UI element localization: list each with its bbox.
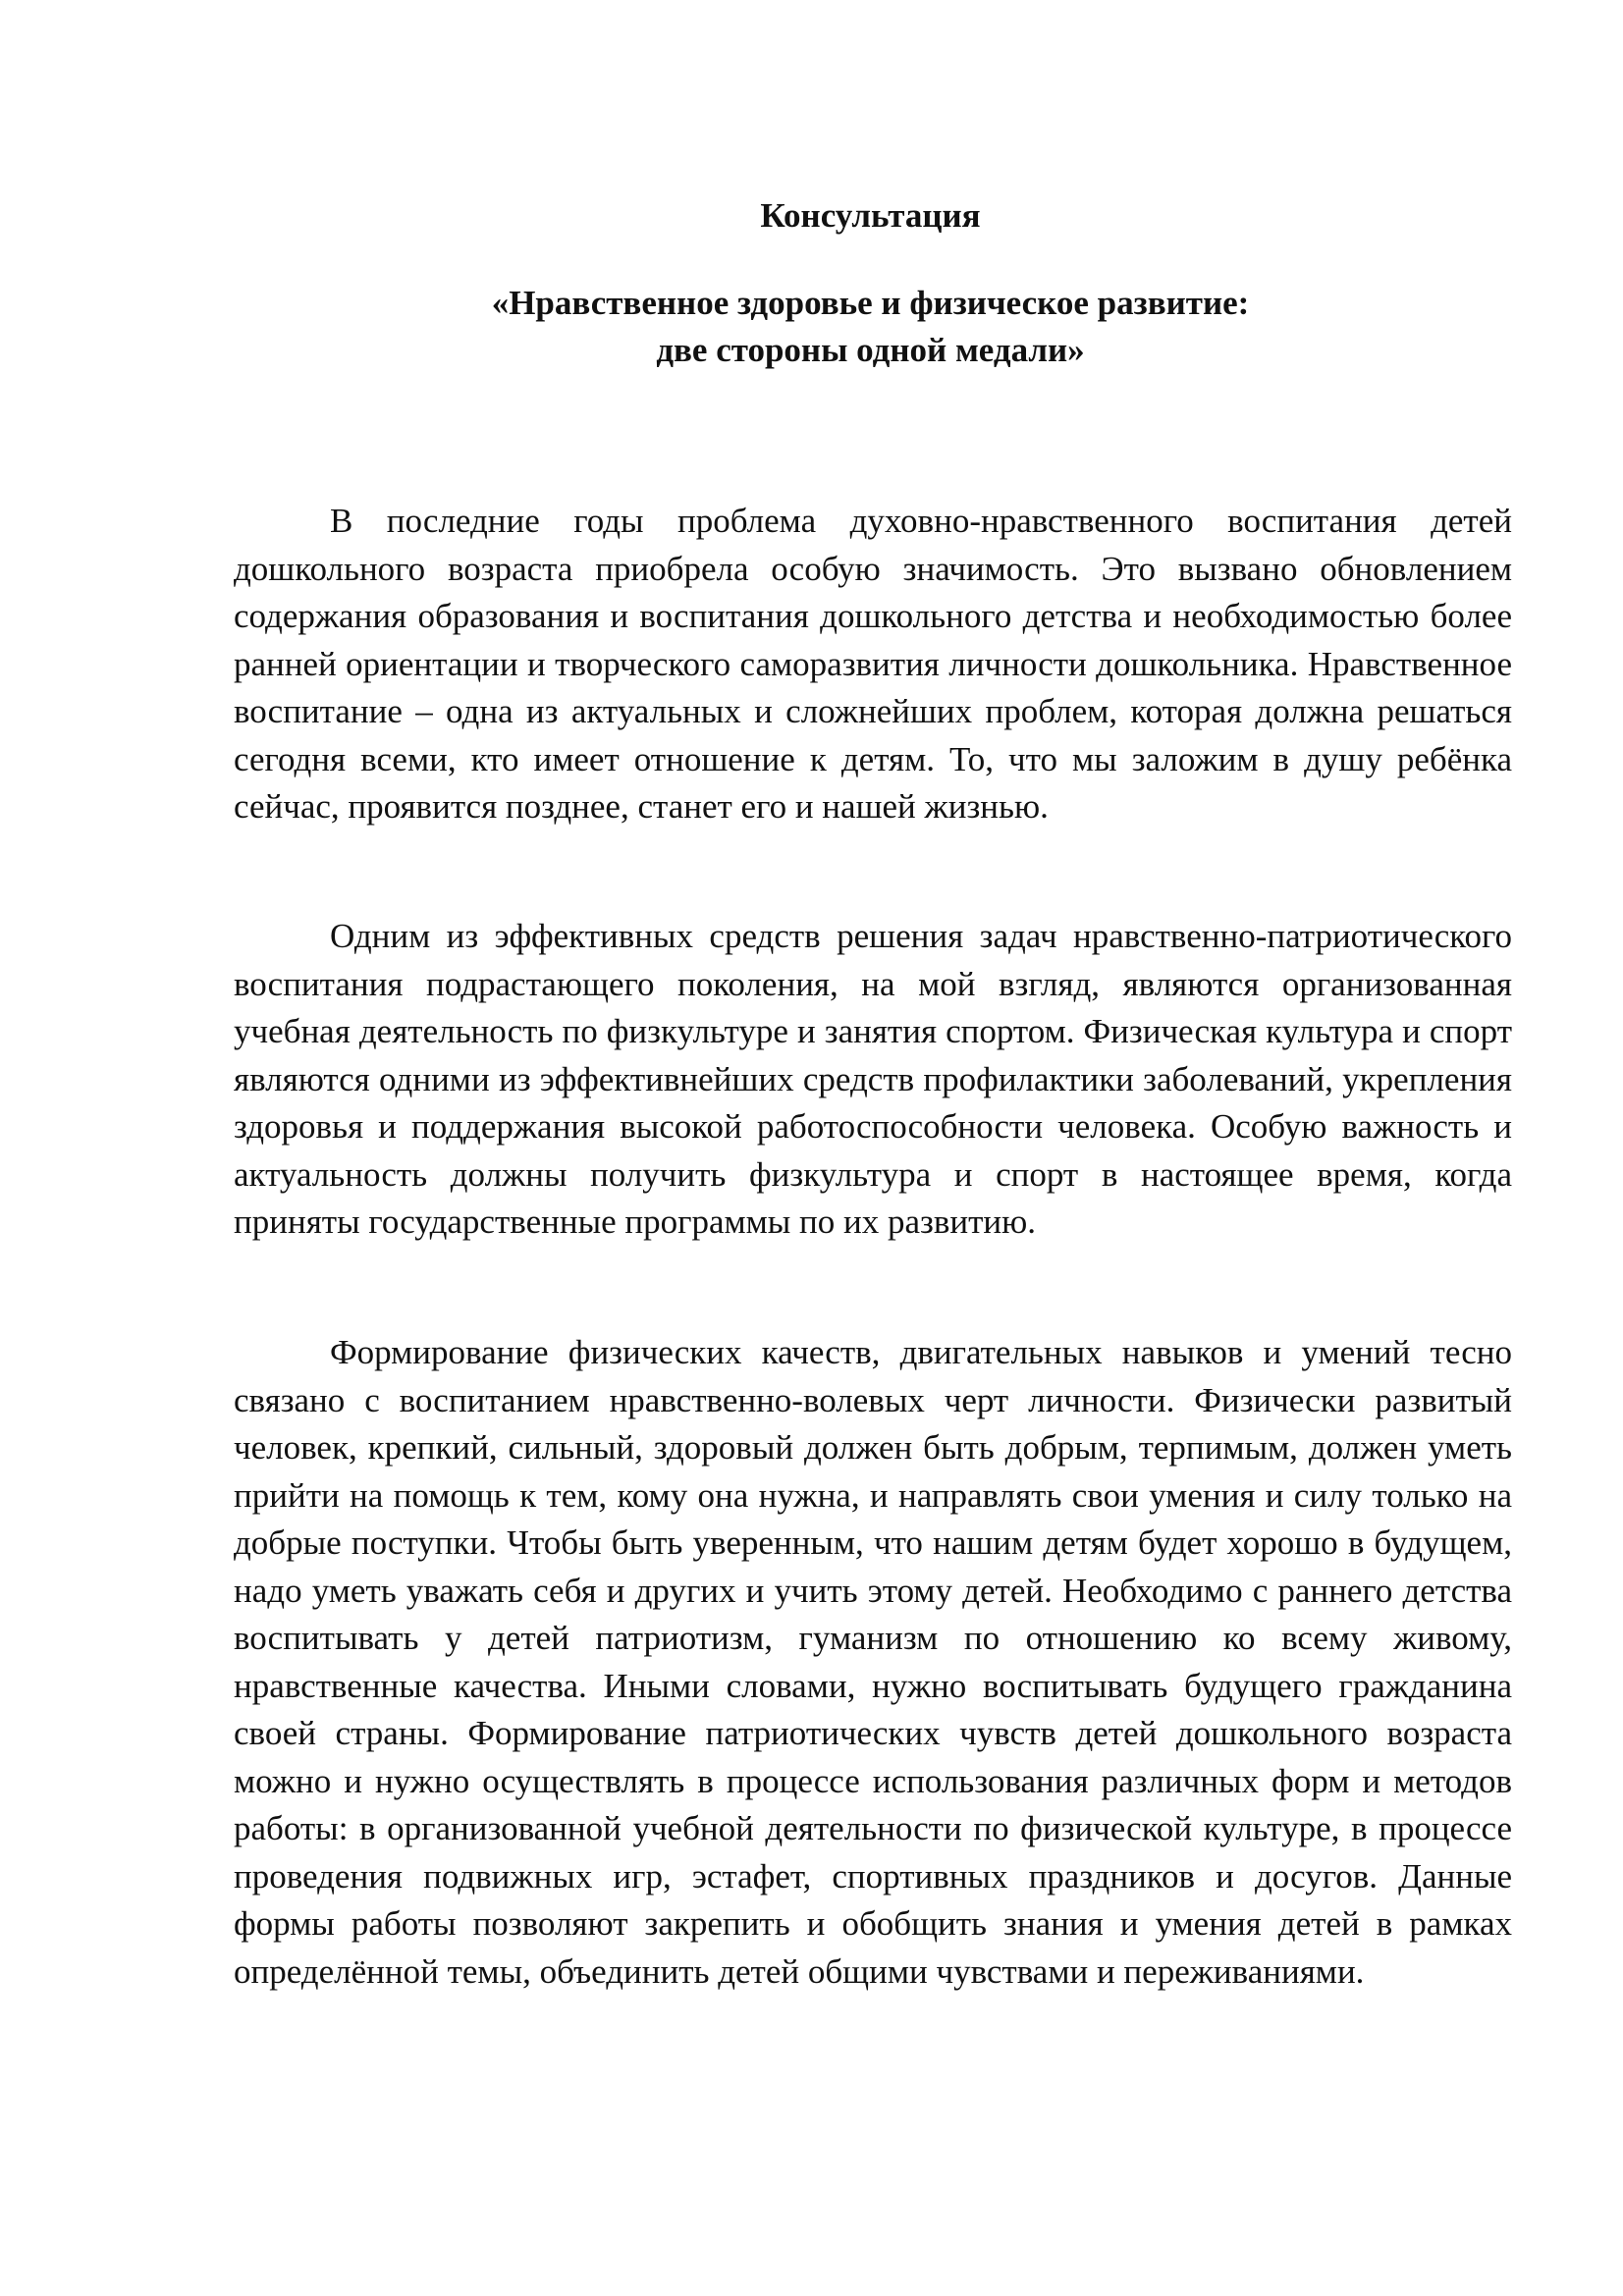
paragraph-block-3 — [234, 1329, 1512, 1996]
document-label: Консультация — [760, 196, 981, 235]
document-title-line-1: «Нравственное здоровье и физическое развитие: — [491, 284, 1250, 322]
paragraph-block-2 — [234, 913, 1512, 1247]
document-title — [59, 280, 1623, 374]
paragraph: В последние годы проблема духовно-нравственного воспитания детей дошкольного возраста приобрела особую значимость. Это вызвано обновлением содержания образования и воспитания дошкольного детства и необходимостью более ранней ориентации и творческого саморазвития личности дошкольника. Нравственное воспитание – одна из актуальных и сложнейших проблем, которая должна решаться сегодня всеми, кто имеет отношение к детям. То, что мы заложим в душу ребёнка сейчас, проявится позднее, станет его и нашей жизнью. — [234, 502, 1512, 826]
paragraph: Формирование физических качеств, двигательных навыков и умений тесно связано с воспитанием нравственно-волевых черт личности. Физически развитый человек, крепкий, сильный, здоровый должен быть добрым, терпимым, должен уметь прийти на помощь к тем, кому она нужна, и направлять свои умения и силу только на добрые поступки. Чтобы быть уверенным, что нашим детям будет хорошо в будущем, надо уметь уважать себя и других и учить этому детей. Необходимо с раннего детства воспитывать у детей патриотизм, гуманизм по отношению ко всему живому, нравственные качества. Иными словами, нужно воспитывать будущего гражданина своей страны. Формирование патриотических чувств детей дошкольного возраста можно и нужно осуществлять в процессе использования различных форм и методов работы: в организованной учебной деятельности по физической культуре, в процессе проведения подвижных игр, эстафет, спортивных праздников и досугов. Данные формы работы позволяют закрепить и обобщить знания и умения детей в рамках определённой темы, объединить детей общими чувствами и переживаниями. — [234, 1333, 1512, 1991]
paragraph: Одним из эффективных средств решения задач нравственно-патриотического воспитания подрастающего поколения, на мой взгляд, являются организованная учебная деятельность по физкультуре и занятия спортом. Физическая культура и спорт являются одними из эффективнейших средств профилактики заболеваний, укрепления здоровья и поддержания высокой работоспособности человека. Особую важность и актуальность должны получить физкультура и спорт в настоящее время, когда приняты государственные программы по их развитию. — [234, 917, 1512, 1241]
document-title-line-2: две стороны одной медали» — [656, 331, 1085, 369]
paragraph-block-1 — [234, 498, 1512, 831]
